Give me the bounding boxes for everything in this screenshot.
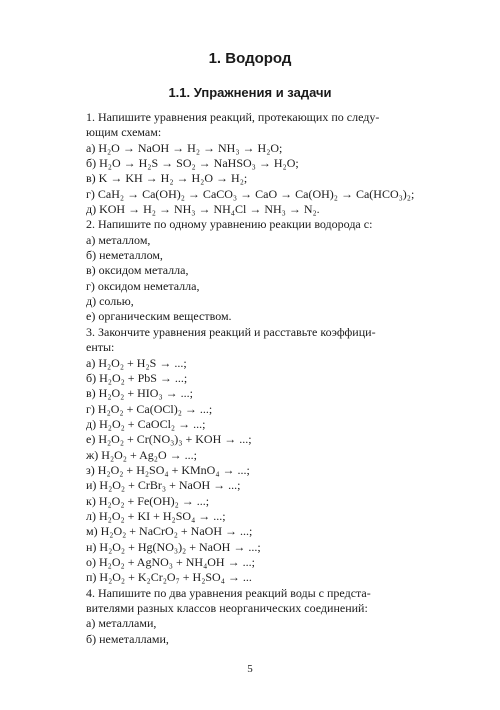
task-2-item-g: г) оксидом неметалла,: [86, 278, 200, 293]
scheme-b: б) H₂O → H₂S → SO₂ → NaHSO₃ → H₂O;: [86, 156, 299, 171]
task-2-item-e: е) органическим веществом.: [86, 309, 232, 324]
section-title: 1.1. Упражнения и задачи: [168, 85, 332, 100]
task-2-text: 2. Напишите по одному уравнению реакции водорода с:: [86, 217, 373, 232]
reaction-b: б) H₂O₂ + PbS → ...;: [86, 370, 188, 385]
reaction-k: к) H₂O₂ + Fe(OH)₂ → ...;: [86, 493, 210, 508]
task-4-text: 4. Напишите по два уравнения реакций воды с предста-: [86, 585, 371, 600]
task-1-text: 1. Напишите уравнения реакций, протекающих по следу-: [86, 110, 380, 124]
body-text: [86, 110, 426, 647]
reaction-d: д) H₂O₂ + CaOCl₂ → ...;: [86, 416, 206, 431]
task-4-text-cont: вителями разных классов неорганических соединений:: [86, 601, 368, 615]
task-2-item-b: б) неметаллом,: [86, 248, 163, 263]
task-2-item-d: д) солью,: [86, 294, 134, 309]
task-2-item-a: а) металлом,: [86, 232, 151, 247]
task-4-item-a: а) металлами,: [86, 616, 157, 631]
scheme-g: г) CaH₂ → Ca(OH)₂ → CaCO₃ → CaO → Ca(OH)₂ → Ca(HCO₃)₂;: [86, 186, 415, 201]
chapter-title: 1. Водород: [208, 50, 292, 67]
scheme-v: в) K → KH → H₂ → H₂O → H₂;: [86, 171, 248, 186]
task-1-text-cont: ющим схемам:: [86, 125, 162, 140]
reaction-g: г) H₂O₂ + Ca(OCl)₂ → ...;: [86, 401, 213, 416]
task-3-text: 3. Закончите уравнения реакций и расставьте коэффици-: [86, 324, 376, 339]
reaction-i: и) H₂O₂ + CrBr₃ + NaOH → ...;: [86, 478, 241, 493]
task-2-item-v: в) оксидом металла,: [86, 263, 189, 278]
scheme-d: д) KOH → H₂ → NH₃ → NH₄Cl → NH₃ → N₂.: [86, 202, 320, 217]
reaction-z: з) H₂O₂ + H₂SO₄ + KMnO₄ → ...;: [86, 462, 250, 477]
reaction-o: о) H₂O₂ + AgNO₃ + NH₄OH → ...;: [86, 554, 255, 569]
reaction-n: н) H₂O₂ + Hg(NO₃)₂ + NaOH → ...;: [86, 539, 261, 554]
reaction-l: л) H₂O₂ + KI + H₂SO₄ → ...;: [86, 508, 226, 523]
task-4-item-b: б) неметаллами,: [86, 631, 169, 646]
reaction-p: п) H₂O₂ + K₂Cr₂O₇ + H₂SO₄ → ...: [86, 570, 252, 585]
reaction-a: а) H₂O₂ + H₂S → ...;: [86, 355, 187, 370]
task-3-text-cont: енты:: [86, 340, 115, 355]
reaction-v: в) H₂O₂ + HIO₃ → ...;: [86, 386, 193, 401]
reaction-zh: ж) H₂O₂ + Ag₂O → ...;: [86, 447, 197, 462]
reaction-m: м) H₂O₂ + NaCrO₂ + NaOH → ...;: [86, 524, 253, 539]
scheme-a: а) H₂O → NaOH → H₂ → NH₃ → H₂O;: [86, 140, 283, 155]
reaction-e: е) H₂O₂ + Cr(NO₃)₃ + KOH → ...;: [86, 432, 252, 447]
page-number: 5: [247, 663, 253, 675]
